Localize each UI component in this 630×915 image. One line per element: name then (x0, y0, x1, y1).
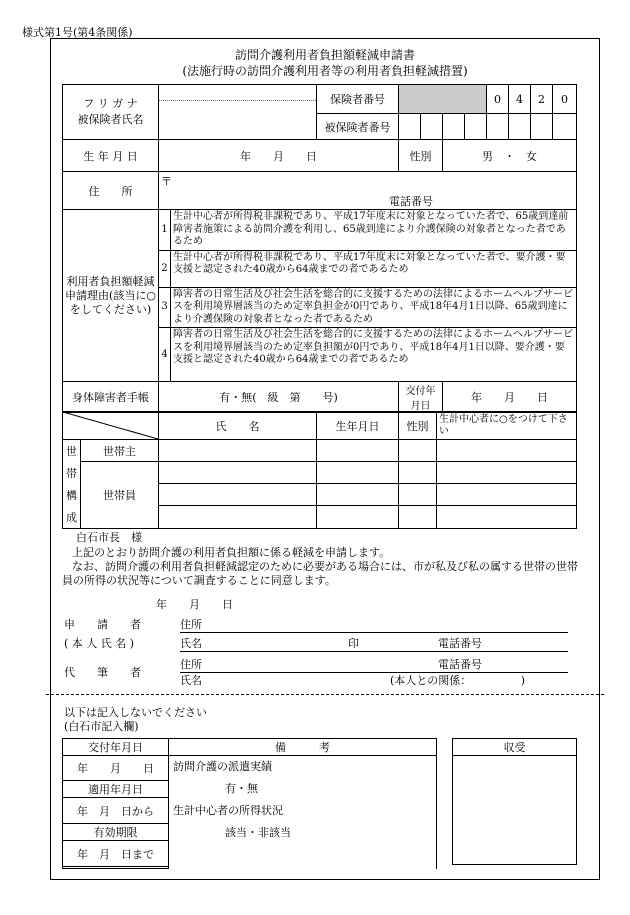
income-value: 該当・非該当 (225, 826, 291, 839)
household-cell[interactable] (317, 440, 399, 462)
disability-issue-field[interactable]: 年 月 日 (443, 382, 577, 413)
household-cell[interactable] (159, 484, 317, 506)
phone-label: 電話番号 (389, 195, 433, 208)
furigana-label: フ リ ガ ナ (83, 97, 138, 110)
office-table-spacer (63, 867, 169, 869)
receipt-stamp-area (453, 756, 577, 865)
name-label-cell (63, 85, 159, 140)
insured-digit[interactable] (509, 114, 531, 140)
agent-relation: (本人との関係： ) (390, 674, 526, 687)
household-cell[interactable] (437, 484, 577, 506)
form-title: 訪問介護利用者負担額軽減申請書 (234, 48, 415, 62)
insured-digit[interactable] (443, 114, 465, 140)
dispatch-value: 有・無 (225, 782, 258, 795)
applicant-label: 申 請 者 (64, 618, 141, 631)
reason-number[interactable]: 3 (159, 287, 171, 328)
reason-text: 生計中心者が所得税非課税であり、平成17年度末に対象となっていた者で、65歳到達前障害者施策による訪問介護を利用し、65歳到達により介護保険の対象者となった者であるため (171, 210, 577, 251)
household-cell[interactable] (317, 484, 399, 506)
office-note: 以下は記入しないでください (64, 706, 207, 719)
household-cell[interactable] (437, 506, 577, 529)
issue-date-label: 交付年月日 (63, 739, 169, 756)
household-side-char: 世 (63, 440, 81, 462)
apply-date-label: 適用年月日 (63, 781, 169, 798)
furigana-field[interactable] (159, 85, 317, 114)
form-number: 様式第1号(第4条関係) (22, 26, 133, 39)
household-corner (63, 412, 159, 440)
office-section: (白石市記入欄) (64, 720, 139, 733)
agent-address-field[interactable] (180, 658, 568, 673)
household-cell[interactable] (437, 440, 577, 462)
seal-mark: 印 (348, 637, 359, 650)
cut-line (46, 694, 604, 695)
gender-label: 性別 (399, 140, 443, 172)
birth-date-field[interactable]: 年 月 日 (159, 140, 399, 172)
reason-text: 障害者の日常生活及び社会生活を総合的に支援するための法律によるホームヘルプサービスを利用境界層該当のため定率負担額が0円であり、平成18年4月1日以降、要介護・要支援と認定された40歳から64歳までの者であるため (171, 328, 577, 382)
application-table (62, 84, 577, 413)
insurer-digit: 2 (531, 85, 553, 114)
household-cell[interactable] (437, 462, 577, 484)
remarks-field (169, 756, 437, 869)
household-cell[interactable] (159, 506, 317, 529)
agent-address-label: 住所 (180, 658, 202, 671)
household-cell[interactable] (159, 462, 317, 484)
insured-name-label: 被保険者氏名 (77, 113, 144, 126)
reason-text: 生計中心者が所得税非課税であり、平成17年度末に対象となっていた者で、要介護・要支援と認定された40歳から64歳までの者であるため (171, 250, 577, 287)
household-member-label: 世帯員 (81, 462, 159, 529)
household-side-char: 成 (63, 506, 81, 529)
household-side-char: 構 (63, 484, 81, 506)
application-date[interactable]: 年 月 日 (156, 598, 233, 611)
insured-digit[interactable] (465, 114, 487, 140)
applicant-name-field[interactable] (180, 637, 568, 652)
household-cell[interactable] (399, 462, 437, 484)
insured-digit[interactable] (487, 114, 509, 140)
insurer-number-shaded (399, 85, 487, 114)
reason-label: 利用者負担額軽減申請理由(該当に○をしてください) (63, 210, 159, 382)
postal-mark: 〒 (161, 175, 172, 188)
reason-number[interactable]: 1 (159, 210, 171, 251)
income-label: 生計中心者の所得状況 (173, 804, 283, 817)
gender-field[interactable]: 男 ・ 女 (443, 140, 577, 172)
insurer-number-label: 保険者番号 (317, 85, 399, 114)
person-name-label: ( 本 人 氏 名 ) (64, 637, 135, 650)
valid-date-field: 年 月 日まで (63, 841, 169, 867)
receipt-table (452, 738, 577, 865)
household-birth-header: 生年月日 (317, 412, 399, 440)
disability-issue-label: 交付年月日 (399, 382, 443, 413)
agent-name-label: 氏名 (180, 674, 202, 687)
agent-phone-label: 電話番号 (438, 658, 482, 671)
household-cell[interactable] (399, 440, 437, 462)
household-cell[interactable] (317, 506, 399, 529)
addressee: 白石市長 様 (76, 531, 142, 544)
applicant-name-label: 氏名 (180, 637, 202, 650)
insured-number-label: 被保険者番号 (317, 114, 399, 140)
reason-text: 障害者の日常生活及び社会生活を総合的に支援するための法律によるホームヘルプサービスを利用境界層該当のため定率負担金が0円であり、平成18年4月1日以降、65歳到達により介護保険の対象者となった者であるため (171, 287, 577, 328)
valid-date-label: 有効期限 (63, 824, 169, 841)
declaration-line1: 上記のとおり訪問介護の利用者負担額に係る軽減を申請します。 (72, 546, 391, 559)
household-table (62, 411, 577, 529)
agent-name-field[interactable] (180, 674, 568, 689)
office-table (62, 738, 437, 869)
reason-number[interactable]: 4 (159, 328, 171, 382)
diagonal-line (63, 412, 158, 439)
household-cell[interactable] (159, 440, 317, 462)
disability-label: 身体障害者手帳 (63, 382, 159, 413)
receipt-label: 収受 (453, 739, 577, 756)
remarks-label: 備 考 (169, 739, 437, 756)
insurer-digit: 0 (553, 85, 577, 114)
household-gender-header: 性別 (399, 412, 437, 440)
dispatch-label: 訪問介護の派遣実績 (173, 760, 272, 773)
household-head-label: 世帯主 (81, 440, 159, 462)
applicant-phone-label: 電話番号 (438, 637, 482, 650)
household-cell[interactable] (399, 506, 437, 529)
insured-digit[interactable] (399, 114, 421, 140)
address-label: 住 所 (63, 172, 159, 210)
apply-date-field: 年 月 日から (63, 798, 169, 824)
issue-date-field: 年 月 日 (63, 756, 169, 781)
household-side-char: 帯 (63, 462, 81, 484)
insured-digit[interactable] (531, 114, 553, 140)
insured-name-field[interactable] (159, 114, 317, 140)
insurer-digit: 4 (509, 85, 531, 114)
applicant-address-label: 住所 (180, 618, 202, 631)
household-name-header: 氏 名 (159, 412, 317, 440)
declaration-line2: なお、訪問介護の利用者負担軽減認定のために必要がある場合には、市が私及び私の属する世帯の世帯員の所得の状況等について調査することに同意します。 (62, 560, 578, 587)
household-cell[interactable] (399, 484, 437, 506)
household-cell[interactable] (317, 462, 399, 484)
applicant-address-field[interactable] (180, 618, 568, 633)
insured-digit[interactable] (553, 114, 577, 140)
form-subtitle: (法施行時の訪問介護利用者等の利用者負担軽減措置) (182, 64, 468, 78)
agent-label: 代 筆 者 (64, 666, 141, 679)
birth-label: 生 年 月 日 (63, 140, 159, 172)
reason-number[interactable]: 2 (159, 250, 171, 287)
insured-digit[interactable] (421, 114, 443, 140)
household-mark-header: 生計中心者に○をつけて下さい (437, 412, 577, 440)
insurer-digit: 0 (487, 85, 509, 114)
address-field[interactable] (159, 172, 577, 210)
disability-field[interactable]: 有・無( 級 第 号) (159, 382, 399, 413)
